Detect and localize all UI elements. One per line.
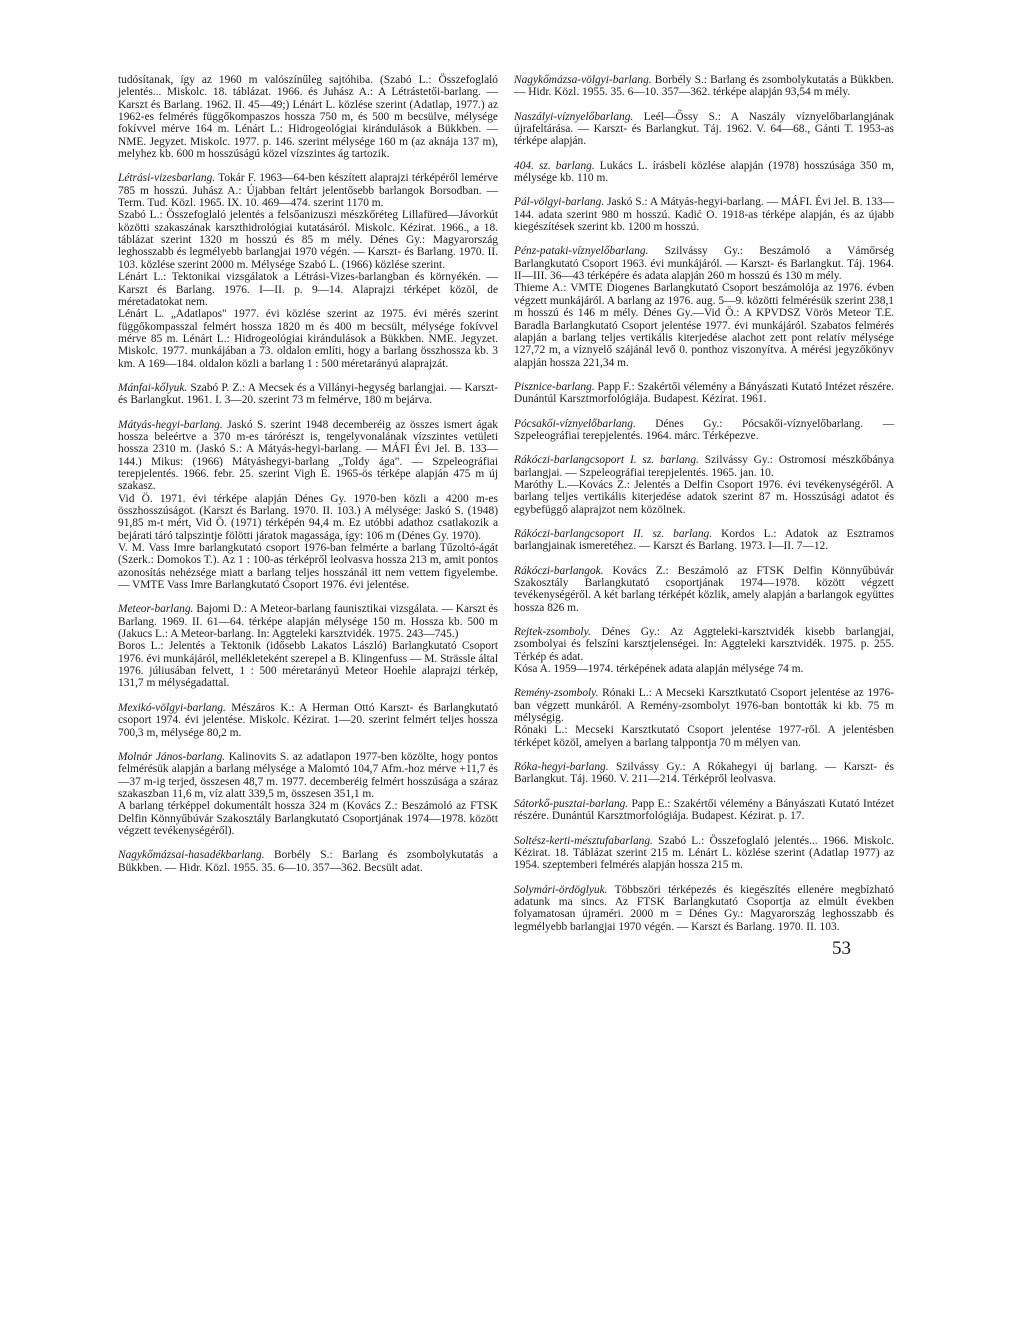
- entry-paragraph: [118, 702, 498, 739]
- entry-text: Boros L.: Jelentés a Tektonik (idősebb Lakatos László) Barlangkutató Csoport 1976. évi munkájáról, mellékleteként szerepel a B. Klingenfuss — M. Strässle által 1976. júliusában felvett, 1 : 500 méretarányú Meteor Hoehle alaprajzi térkép, 131,7 m mélységadattal.: [118, 640, 498, 690]
- entry-paragraph: [118, 640, 498, 689]
- entry-text: Kalinovits S. az adatlapon 1977-ben közölte, hogy pontos felmérésük alapján a barlang mélysége a Malomtó 104,7 Afm.-hoz mérve +11,7 és —37 m-ig terjed, összesen 48,7 m. 1977. decemberéig felmért hosszúsága a száraz szakaszban 11,6 m, víz alatt 339,5 m, összesen 351,1 m.: [118, 750, 498, 800]
- entry-paragraph: [514, 835, 894, 872]
- entry-heading: Rákóczi-barlangcsoport I. sz. barlang.: [514, 454, 699, 467]
- entry-text: Kósa A. 1959—1974. térképének adata alapján mélysége 74 m.: [514, 663, 804, 676]
- entry-paragraph: [118, 419, 498, 493]
- bibliography-entry: [514, 196, 894, 233]
- bibliography-entry: [514, 381, 894, 406]
- entry-text: Papp F.: Szakértői vélemény a Bányászati Kutató Intézet részére. Dunántúl Karsztmorfológiája. Budapest. Kézirat. 1961.: [514, 380, 894, 406]
- entry-heading: Nagykőmázsa-völgyi-barlang.: [514, 74, 652, 86]
- entry-text: Jaskó S.: A Mátyás-hegyi-barlang. — MÁFI. Évi Jel. B. 133—144. adata szerint 980 m hosszú. Kadić O. 1918-as térképe alapján, és az újabb kiegészítések szerint kb. 1200 m hosszú.: [514, 196, 894, 234]
- entry-text: Tokár F. 1963—64-ben készített alaprajzi térképéről lemérve 785 m hosszú. Juhász A.: Újabban feltárt jelentősebb barlangok Borsodban. — Term. Tud. Közl. 1965. IX. 10. 469—474. szerint 1170 m.: [118, 172, 498, 210]
- entry-heading: Pócsakői-víznyelőbarlang.: [514, 417, 636, 430]
- entry-paragraph: [514, 74, 894, 99]
- entry-heading: Molnár János-barlang.: [118, 750, 226, 763]
- entry-paragraph: [514, 663, 894, 675]
- entry-heading: Mexikó-völgyi-barlang.: [118, 701, 226, 714]
- bibliography-entry: [118, 419, 498, 592]
- entry-text: Lukács L. írásbeli közlése alapján (1978) hosszúsága 350 m, mélysége kb. 110 m.: [514, 159, 894, 185]
- bibliography-entry: [514, 687, 894, 749]
- entry-paragraph: [118, 172, 498, 209]
- entry-paragraph: [514, 479, 894, 516]
- entry-paragraph: [514, 565, 894, 614]
- entry-text: Szabó L.: Összefoglaló jelentés... 1966. Miskolc. Kézirat. 18. Táblázat szerint 215 m. Lénárt L. közlése szerint (Adatlap 1977) az 1954. szeptemberi felmérés alapján hossza 215 m.: [514, 834, 894, 872]
- entry-heading: Mátyás-hegyi-barlang.: [118, 418, 223, 431]
- entry-text: Szilvássy Gy.: Beszámoló a Vámőrség Barlangkutató Csoport 1963. évi munkájáról. — Karszt- és Barlangkut. Táj. 1964. II—III. 36—43 térképére és adata alapján 260 m hosszú és 130 m mély.: [514, 245, 894, 283]
- entry-heading: Solymári-ördöglyuk.: [514, 883, 608, 896]
- bibliography-entry: [118, 751, 498, 837]
- entry-paragraph: [118, 308, 498, 370]
- bibliography-entry: [118, 603, 498, 689]
- entry-heading: Pisznice-barlang.: [514, 380, 595, 393]
- entry-paragraph: [118, 849, 498, 874]
- entry-paragraph: [118, 209, 498, 271]
- entry-text: A barlang térképpel dokumentált hossza 324 m (Kovács Z.: Beszámoló az FTSK Delfin Könnyűbúvár Szakosztály Barlangkutató Csoportjának 1974—1978. között végzett tevékenységéről).: [118, 800, 498, 837]
- page-number: 53: [832, 938, 851, 959]
- entry-paragraph: [514, 245, 894, 282]
- left-column: [118, 74, 498, 886]
- entry-paragraph: [118, 800, 498, 837]
- entry-text: Leél—Őssy S.: A Naszály víznyelőbarlangjának újrafeltárása. — Karszt- és Barlangkut. Táj. 1962. V. 64—68., Gánti T. 1953-as térképe alapján.: [514, 110, 894, 148]
- bibliography-entry: [514, 626, 894, 675]
- entry-paragraph: [118, 751, 498, 800]
- entry-paragraph: [118, 542, 498, 591]
- entry-paragraph: [514, 724, 894, 749]
- entry-text: Többszöri térképezés és kiegészítés ellenére megbízható adatunk ma sincs. Az FTSK Barlangkutató Csoportja az elmúlt években folyamatosan újraméri. 2000 m = Dénes Gy.: Magyarország leghosszabb és legmélyebb barlangjai 1970 végén. — Karszt és Barlang. 1970. II. 103.: [514, 883, 894, 933]
- entry-text: Dénes Gy.: Pócsakői-víznyelőbarlang. — Szpeleográfiai terepjelentés. 1964. márc. Térképezve.: [514, 417, 894, 442]
- entry-paragraph: [514, 160, 894, 185]
- bibliography-entry: [514, 528, 894, 553]
- entry-paragraph: [514, 626, 894, 663]
- entry-text: Rónaki L.: A Mecseki Karsztkutató Csoport jelentése az 1976-ban végzett munkáról. A Remény-zsombolyt 1976-ban bontották ki kb. 75 m mélységig.: [514, 687, 894, 725]
- entry-paragraph: [514, 761, 894, 786]
- entry-paragraph: [118, 603, 498, 640]
- bibliography-entry: [514, 565, 894, 614]
- entry-heading: Mánfai-kőlyuk.: [118, 381, 188, 394]
- entry-text: Borbély S.: Barlang és zsombolykutatás a Bükkben. — Hidr. Közl. 1955. 35. 6—10. 357—362. Becsült adat.: [118, 849, 498, 874]
- entry-text: Lénárt L.: Tektonikai vizsgálatok a Létrási-Vizes-barlangban és környékén. — Karszt és Barlang. 1976. I—II. p. 9—14. Alaprajzi térképet közöl, de méretadatokat nem.: [118, 271, 498, 308]
- entry-text: tudósítanak, így az 1960 m valószínűleg sajtóhiba. (Szabó L.: Összefoglaló jelentés... Miskolc. 18. táblázat. 1966. és Juhász A.: A Létrástetői-barlang. — Karszt és Barlang. 1962. II. 45—49;) Lénárt L. közlése szerint (Adatlap, 1977.) az 1962-es felmérés függőkompaszos hossza 750 m, és 500 m becsülve, mélysége fokívvel mérve 164 m. Lénárt L.: Hidrogeológiai kirándulások a Bükkben. — NME. Jegyzet. Miskolc. 1977. p. 146. szerint mélysége 160 m (az aknája 137 m), melyhez kb. 600 m hosszúságú közel vízszintes ág tartozik.: [118, 74, 498, 161]
- entry-heading: 404. sz. barlang.: [514, 159, 595, 172]
- entry-heading: Róka-hegyi-barlang.: [514, 761, 609, 774]
- bibliography-entry: [118, 702, 498, 739]
- entry-paragraph: [514, 687, 894, 724]
- bibliography-entry: [514, 884, 894, 933]
- bibliography-entry: [514, 245, 894, 368]
- entry-text: Szilvássy Gy.: A Rókahegyi új barlang. — Karszt- és Barlangkut. Táj. 1960. V. 211—214. Térképről leolvasva.: [514, 761, 894, 786]
- bibliography-entry: [118, 382, 498, 407]
- entry-paragraph: [514, 282, 894, 368]
- entry-text: Kovács Z.: Beszámoló az FTSK Delfin Könnyűbúvár Szakosztály Barlangkutató csoportjának 1974—1978. között végzett tevékenységéről. A két barlang térképét közlik, amely alapján a barlangok együttes hossza 826 m.: [514, 564, 894, 614]
- entry-paragraph: [514, 884, 894, 933]
- entry-heading: Naszályi-víznyelőbarlang.: [514, 110, 634, 123]
- entry-paragraph: [514, 528, 894, 553]
- entry-text: Bajomi D.: A Meteor-barlang faunisztikai vizsgálata. — Karszt és Barlang. 1969. II. 61—64. térképe alapján mélysége 150 m. Hossza kb. 500 m (Jakucs L.: A Meteor-barlang. In: Aggteleki karsztvidék. 1975. 243—745.): [118, 603, 498, 641]
- entry-heading: Pál-völgyi-barlang.: [514, 196, 605, 209]
- entry-heading: Meteor-barlang.: [118, 603, 194, 616]
- bibliography-entry: [514, 761, 894, 786]
- entry-text: Papp E.: Szakértői vélemény a Bányászati Kutató Intézet részére. Dunántúl Karsztmorfológiája. Budapest. Kézirat. p. 17.: [514, 797, 894, 823]
- bibliography-entry: [514, 798, 894, 823]
- entry-heading: Soltész-kerti-mésztufabarlang.: [514, 834, 653, 847]
- right-column: [514, 74, 894, 945]
- entry-text: Jaskó S. szerint 1948 decemberéig az összes ismert ágak hossza beleértve a 370 m-es tárórészt is, tengelyvonalának vízszintes vetületi hossza 2310 m. (Jaskó S.: A Mátyás-hegyi-barlang. — MÁFI Évi Jel. B. 133—144.) Mikus: (1966) Mátyáshegyi-barlang „Toldy ága". — Szpeleográfiai terepjelentés. 1966. febr. 25. szerint Vigh E. 1965-ös térképe alapján 475 m új szakasz.: [118, 418, 498, 493]
- bibliography-entry: [118, 172, 498, 370]
- bibliography-entry: [118, 849, 498, 874]
- bibliography-entry: [514, 454, 894, 516]
- bibliography-entry: [514, 835, 894, 872]
- entry-heading: Remény-zsomboly.: [514, 687, 599, 700]
- entry-text: Vid Ö. 1971. évi térképe alapján Dénes Gy. 1970-ben közli a 4200 m-es összhosszúságot. (Karszt és Barlang. 1970. II. 103.) A mélysége: Jaskó S. (1948) 91,85 m-t mért, Vid Ö. (1971) térképén 94,4 m. Ez utóbbi adathoz csatlakozik a bejárati táró talpszintje fölötti járatok magassága, így: 106 m (Dénes Gy. 1970).: [118, 492, 498, 542]
- entry-heading: Létrási-vizesbarlang.: [118, 172, 216, 185]
- entry-paragraph: [514, 798, 894, 823]
- entry-text: Rónaki L.: Mecseki Karsztkutató Csoport jelentése 1977-ről. A jelentésben térképet közöl, amelyen a barlang talppontja 70 m mélyen van.: [514, 724, 894, 749]
- entry-heading: Rákóczi-barlangcsoport II. sz. barlang.: [514, 527, 713, 540]
- bibliography-entry: [514, 160, 894, 185]
- entry-paragraph: [118, 493, 498, 542]
- entry-paragraph: [118, 271, 498, 308]
- entry-text: Szilvássy Gy.: Ostromosi mészkőbánya barlangjai. — Szpeleográfiai terepjelentés. 1965. jan. 10.: [514, 454, 894, 479]
- entry-text: Kordos L.: Adatok az Esztramos barlangjainak ismeretéhez. — Karszt és Barlang. 1973. I—II. 7—12.: [514, 527, 894, 553]
- entry-paragraph: [514, 418, 894, 443]
- entry-paragraph: [514, 381, 894, 406]
- bibliography-entry: [514, 111, 894, 148]
- entry-text: Thieme A.: VMTE Diogenes Barlangkutató Csoport beszámolója az 1976. évben végzett munkájáról. A barlang az 1976. aug. 5—9. közötti felmérésük szerint 238,1 m hosszú és 146 m mély. Dénes Gy.—Vid Ö.: A KPVDSZ Vörös Meteor T.E. Baradla Barlangkutató Csoport jelentése 1977. évi munkájáról. Szabatos felmérés alapján a barlang teljes vertikális kiterjedése alachot zett pont relatív mélysége 127,72 m, a víznyelő szájánál levő 0. ponthoz viszonyítva. A mérési jegyzőkönyv alapján hossza 221,34 m.: [514, 282, 894, 369]
- entry-text: Szabó P. Z.: A Mecsek és a Villányi-hegység barlangjai. — Karszt- és Barlangkut. 1961. I. 3—20. szerint 73 m felmérve, 180 m bejárva.: [118, 381, 498, 407]
- entry-text: V. M. Vass Imre barlangkutató csoport 1976-ban felmérte a barlang Tűzoltó-ágát (Szerk.: Domokos T.). Az 1 : 100-as térképről leolvasva hossza 213 m, amit pontos azonosítás nehézsége miatt a barlang teljes hosszánál itt nem vettem figyelembe. — VMTE Vass Imre Barlangkutató Csoport 1976. évi jelentése.: [118, 542, 498, 592]
- bibliography-entry: [514, 418, 894, 443]
- entry-text: Borbély S.: Barlang és zsombolykutatás a Bükkben. — Hidr. Közl. 1955. 35. 6—10. 357—362. térképe alapján 93,54 m mély.: [514, 74, 894, 99]
- entry-paragraph: [514, 111, 894, 148]
- bibliography-entry: [514, 74, 894, 99]
- entry-heading: Rákóczi-barlangok.: [514, 564, 604, 577]
- entry-text: Dénes Gy.: Az Aggteleki-karsztvidék kisebb barlangjai, zsombolyai és felszíni karsztjelenségei. In: Aggteleki karsztvidék. 1975. p. 255. Térkép és adat.: [514, 626, 894, 663]
- entry-text: Szabó L.: Összefoglaló jelentés a felsőanizuszi mészkőréteg Lillafüred—Jávorkút közötti szakaszának karszthidrológiai kutatásáról. Miskolc. Kézirat. 1966., a 18. táblázat szerint 1320 m hosszú és 85 m mély. Dénes Gy.: Magyarország leghosszabb és legmélyebb barlangjai 1970 végén. — Karszt- és Barlang. 1970. II. 103. közlése szerint 2000 m. Mélysége Szabó L. (1966) közlése szerint.: [118, 209, 498, 271]
- entry-heading: Rejtek-zsomboly.: [514, 626, 591, 639]
- entry-heading: Nagykőmázsai-hasadékbarlang.: [118, 849, 265, 862]
- entry-text: Mészáros K.: A Herman Ottó Karszt- és Barlangkutató csoport 1974. évi jelentése. Miskolc. Kézirat. 1—20. szerint felmért teljes hossza 700,3 m, mélysége 80,2 m.: [118, 701, 498, 739]
- entry-text: Maróthy L.—Kovács Z.: Jelentés a Delfin Csoport 1976. évi tevékenységéről. A barlang teljes vertikális kiterjedése adatok szerint 87 m. Hosszúsági adatot és egybefüggő alaprajzot nem közölnek.: [514, 478, 894, 516]
- entry-heading: Sátorkő-pusztai-barlang.: [514, 797, 629, 810]
- entry-paragraph: [514, 454, 894, 479]
- entry-paragraph: [514, 196, 894, 233]
- bibliography-entry: [118, 74, 498, 160]
- entry-paragraph: [118, 74, 498, 160]
- entry-paragraph: [118, 382, 498, 407]
- entry-text: Lénárt L. „Adatlapos" 1977. évi közlése szerint az 1975. évi mérés szerint függőkompasszal felmért hossza 1820 m és 400 m becsült, mélysége fokívvel mérve 85 m. Lénárt L.: Hidrogeológiai kirándulások a Bükkben. NME. Jegyzet. Miskolc. 1977. munkájában a 73. oldalon említi, hogy a barlang összhossza kb. 3 km. A 169—184. oldalon közli a barlang 1 : 500 méretarányú alaprajzát.: [118, 308, 498, 370]
- entry-heading: Pénz-pataki-víznyelőbarlang.: [514, 245, 649, 258]
